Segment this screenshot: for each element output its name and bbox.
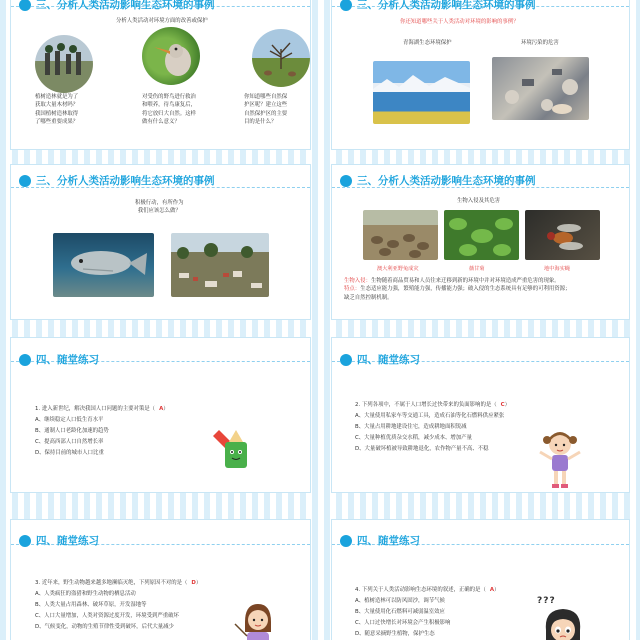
slide-question: 你还知道哪些关于人类活动对环境的影响的事例？	[400, 19, 519, 25]
option-d[interactable]: D、保持目前的城市人口比重	[35, 450, 104, 457]
answer-text: A	[159, 406, 164, 412]
slide-8[interactable]	[331, 519, 630, 640]
caption-fruit-fly: 地中海实蝇	[544, 266, 570, 272]
definition-line	[344, 277, 626, 285]
question-stem	[35, 578, 201, 589]
slide-title-text: 三、分析人类活动影响生态环境的事例	[357, 175, 536, 187]
option-d[interactable]: D、气候变化，动物的生殖节律性受到破坏，后代大量减少	[35, 624, 174, 631]
slide-title-text: 三、分析人类活动影响生态环境的事例	[36, 175, 215, 187]
answer-text: D	[191, 580, 196, 586]
option-b[interactable]: B、人类大量占用森林、破坏草原，开发湿地等	[35, 602, 147, 609]
definition-body: 生物随着商品贸易和人员往来迁移到新的环境中并对环境造成严重危害的现象。	[370, 278, 560, 284]
lake-photo	[373, 61, 470, 124]
option-c[interactable]: C、人口过快增长对环境会产生积极影响	[355, 620, 451, 627]
slide-title	[340, 533, 420, 548]
slide-title	[340, 0, 536, 12]
slide-3[interactable]	[10, 164, 311, 320]
question-text: 1. 进入新世纪，解决我国人口问题的主要对策是（	[35, 406, 156, 412]
question-line: 我国植树造林取得	[35, 110, 79, 117]
mikania-photo	[444, 210, 519, 260]
bullet-icon	[340, 535, 352, 547]
teacher-mascot-icon	[233, 602, 283, 640]
slide-6[interactable]	[331, 337, 630, 493]
option-d[interactable]: D、随意采摘野生植物，保护生态	[355, 631, 435, 638]
question-stem	[355, 400, 510, 411]
option-a[interactable]: A、人类疯狂的盗猎和野生动物的栖息活动	[35, 591, 136, 598]
question-line: 对受伤的野鸟进行救治	[142, 94, 196, 100]
feature-label: 特点：	[344, 286, 361, 293]
question-column-1	[35, 93, 78, 127]
bullet-icon	[19, 175, 31, 187]
nature-reserve-photo	[252, 29, 310, 87]
prompt-line: 我们应该怎么做？	[137, 208, 181, 215]
slide-title-text: 四、随堂练习	[36, 354, 99, 366]
option-c[interactable]: C、大量种植优质杂交水稻，减少成本、增加产量	[355, 435, 472, 442]
slide-1[interactable]	[10, 0, 311, 150]
quiz-question-4	[355, 585, 499, 640]
feature-line	[344, 285, 626, 293]
slide-subtitle: 生物入侵及其危害	[457, 198, 501, 204]
option-a[interactable]: A、继续稳定人口低生育水平	[35, 417, 104, 424]
prompt-line: 积极行动，有所作为	[135, 200, 184, 206]
slide-title	[340, 173, 536, 188]
slide-title	[340, 352, 420, 367]
rabbits-photo	[363, 210, 438, 260]
question-column-2	[142, 93, 196, 127]
answer-text: C	[500, 402, 505, 408]
question-close: ）	[163, 406, 169, 412]
option-b[interactable]: B、大量占用耕地建设住宅，造成耕地面积锐减	[355, 424, 467, 431]
slide-title-text: 四、随堂练习	[357, 354, 420, 366]
slide-subtitle: 分析人类活动对环境方面的改善或保护	[116, 18, 208, 24]
definition-text	[344, 277, 626, 302]
question-line: 了哪些重要成果？	[35, 119, 79, 126]
question-line: 护区呢？建立这些	[244, 102, 288, 109]
label-right: 环境污染的危害	[521, 40, 559, 46]
question-line: 植树造林就是为了	[35, 94, 79, 100]
bullet-icon	[340, 0, 352, 11]
action-prompt	[135, 199, 184, 216]
question-text: 2. 下列各项中，不属于人口增长过快带来的负面影响的是（	[355, 402, 497, 408]
question-text: 3. 近年来，野生动物越来越多地濒临灭绝，下列原因不对的是（	[35, 580, 188, 586]
option-b[interactable]: B、大量使用化石燃料可减弱温室效应	[355, 609, 445, 616]
bullet-icon	[19, 535, 31, 547]
slide-title-text: 四、随堂练习	[36, 535, 99, 547]
tree-planting-photo	[35, 35, 93, 93]
option-c[interactable]: C、提高西部人口自然增长率	[35, 439, 104, 446]
question-stem	[355, 585, 499, 596]
slide-5[interactable]	[10, 337, 311, 493]
option-a[interactable]: A、植树造林可以防风固沙，调节气候	[355, 598, 445, 605]
option-b[interactable]: B、通制人口老龄化加速的趋势	[35, 428, 109, 435]
question-line: 将它放归大自然。这样	[142, 110, 196, 117]
pencil-mascot-icon	[211, 424, 256, 472]
slide-4[interactable]	[331, 164, 630, 320]
slide-title	[19, 533, 99, 548]
quiz-question-1	[35, 404, 169, 459]
feature-body-cont: 缺乏自然控制机制。	[344, 294, 393, 301]
pollution-photo	[492, 57, 589, 120]
bullet-icon	[19, 0, 31, 11]
dead-fish-photo	[53, 233, 154, 297]
question-line: 做有什么意义？	[142, 119, 180, 126]
bird-rescue-photo	[142, 27, 200, 85]
caption-mikania: 薇甘菊	[469, 266, 485, 272]
quiz-question-2	[355, 400, 510, 455]
definition-label: 生物入侵：	[344, 278, 371, 284]
question-line: 自然保护区的主要	[244, 110, 288, 117]
question-line: 目的是什么？	[244, 119, 277, 126]
thinking-girl-icon	[540, 606, 586, 640]
slide-title	[19, 352, 99, 367]
option-a[interactable]: A、大量使用私家车等交通工具，造成石油等化石燃料供应紧张	[355, 413, 505, 420]
bullet-icon	[340, 354, 352, 366]
question-close: ）	[494, 587, 500, 593]
slide-title	[19, 0, 215, 12]
quiz-question-3	[35, 578, 201, 633]
bullet-icon	[340, 175, 352, 187]
label-left: 青海湖生态环境保护	[403, 40, 452, 46]
garbage-dump-photo	[171, 233, 269, 297]
answer-text: A	[489, 587, 495, 593]
slide-7[interactable]	[10, 519, 311, 640]
slide-title-text: 三、分析人类活动影响生态环境的事例	[357, 0, 536, 11]
option-c[interactable]: C、人口大量增加，人类对资源过度开发，环境受到严重破坏	[35, 613, 179, 620]
fruit-fly-photo	[525, 210, 600, 260]
question-line: 获取大量木材吗？	[35, 102, 79, 109]
question-close: ）	[504, 402, 510, 408]
question-stem	[35, 404, 169, 415]
question-line: 你知道哪些自然保	[244, 94, 288, 100]
girl-mascot-icon	[538, 428, 582, 490]
question-marks: ???	[537, 596, 556, 606]
feature-body: 生态适应能力强，繁殖能力强，传播能力强；破入侵的生态系统具有足够的可利用资源；	[360, 286, 571, 293]
option-d[interactable]: D、大量破坏植被导致耕地退化，农作物产量不高、不稳	[355, 446, 489, 453]
caption-rabbits: 澳大利亚野兔成灾	[377, 266, 419, 272]
bullet-icon	[19, 354, 31, 366]
question-close: ）	[195, 580, 202, 586]
question-line: 和喂养，待鸟康复后，	[142, 102, 196, 109]
slide-title-text: 三、分析人类活动影响生态环境的事例	[36, 0, 215, 11]
slide-2[interactable]	[331, 0, 630, 150]
question-column-3	[244, 93, 287, 127]
slide-title	[19, 173, 215, 188]
slide-title-text: 四、随堂练习	[357, 535, 420, 547]
question-text: 4. 下列关于人类活动影响生态环境的叙述，正确的是（	[355, 587, 486, 593]
